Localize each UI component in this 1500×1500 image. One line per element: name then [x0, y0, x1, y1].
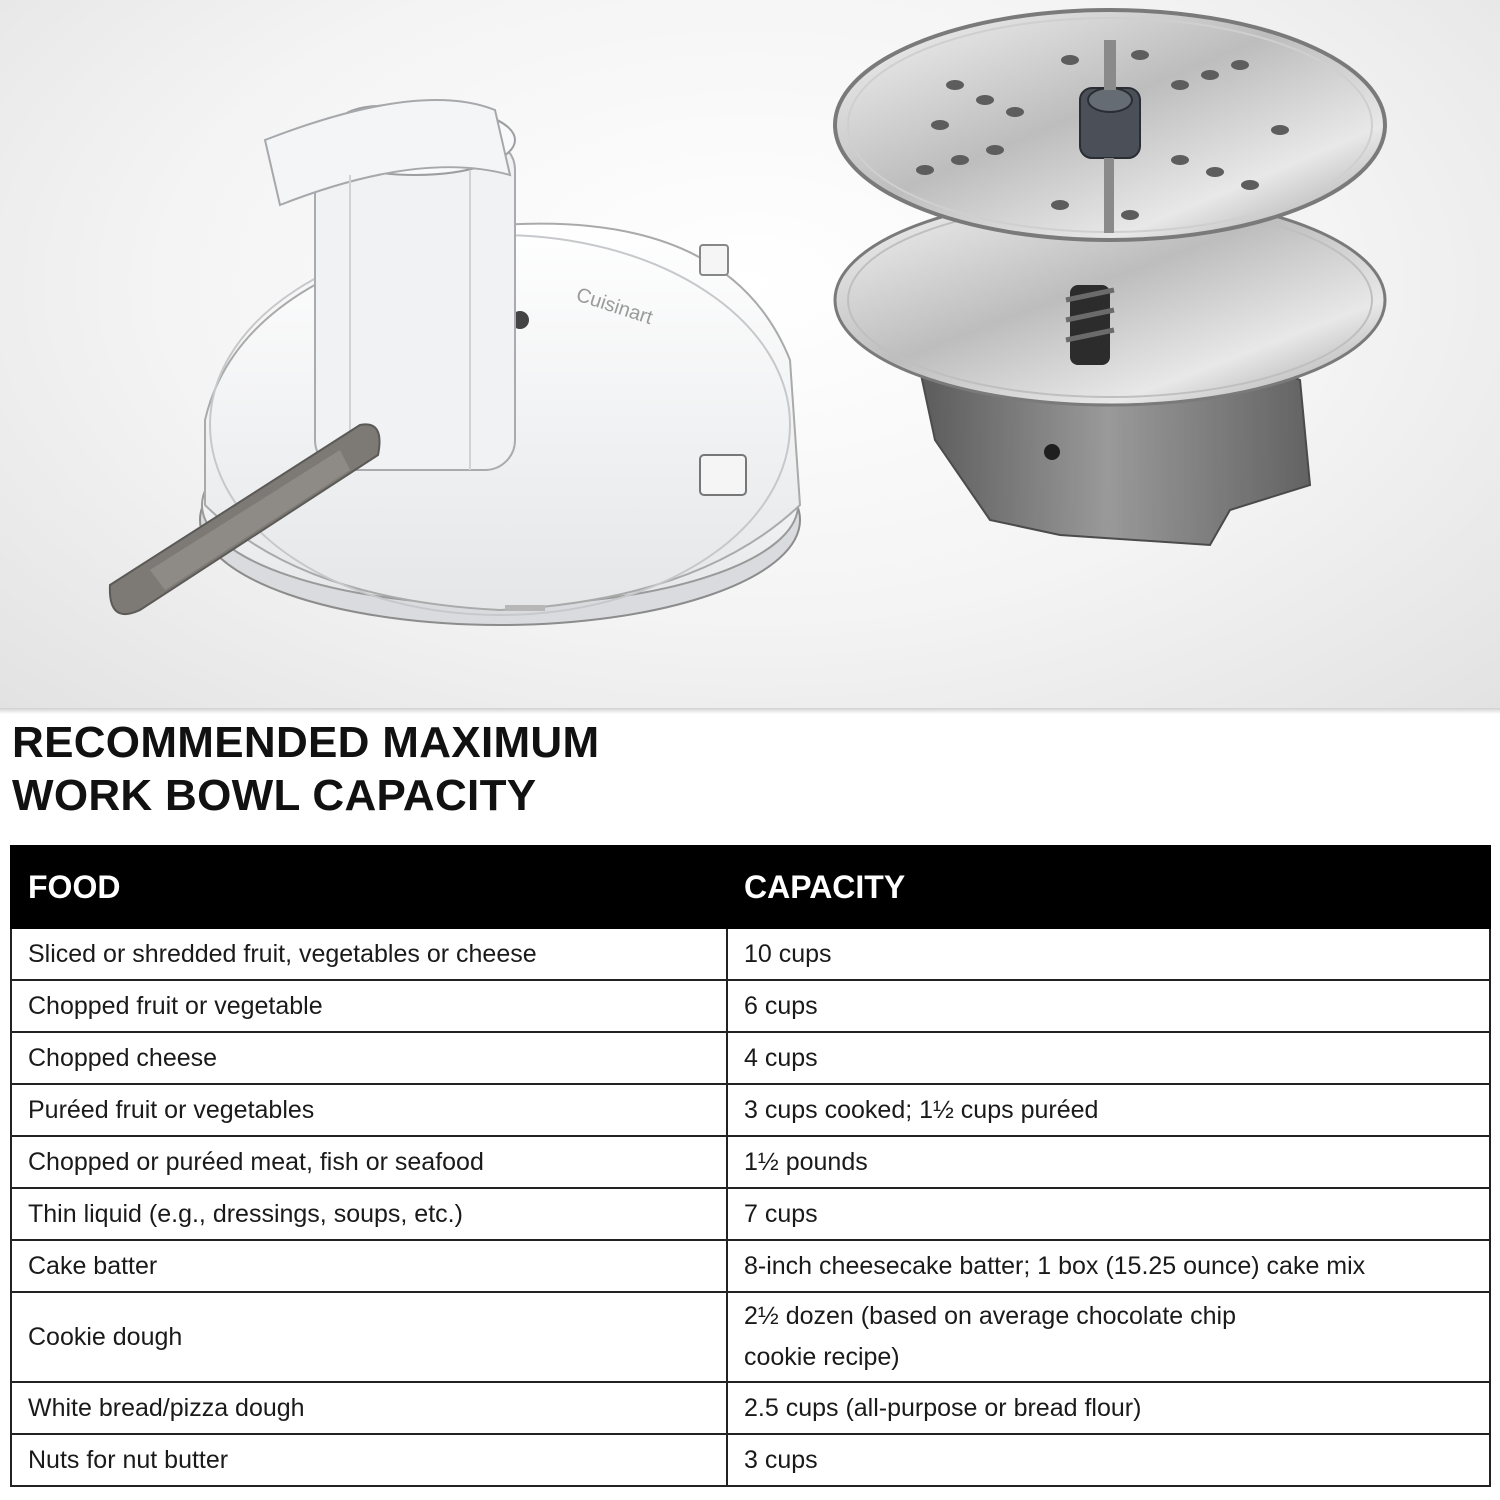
shredding-disc-assembly	[835, 10, 1385, 545]
capacity-cell: 8-inch cheesecake batter; 1 box (15.25 ounce) cake mix	[727, 1240, 1490, 1292]
table-row	[11, 1240, 1490, 1292]
table-row	[11, 1382, 1490, 1434]
product-illustration	[0, 0, 1500, 712]
header-capacity: CAPACITY	[727, 846, 1490, 928]
title-line-1: RECOMMENDED MAXIMUM	[12, 718, 600, 767]
product-photo	[0, 0, 1500, 712]
food-cell: Chopped or puréed meat, fish or seafood	[11, 1136, 727, 1188]
photo-divider	[0, 708, 1500, 714]
food-cell: White bread/pizza dough	[11, 1382, 727, 1434]
capacity-table	[10, 845, 1491, 1487]
capacity-cell: 1½ pounds	[727, 1136, 1490, 1188]
page-title	[12, 716, 599, 822]
table-row	[11, 1136, 1490, 1188]
food-processor-lid	[110, 100, 800, 625]
food-cell: Chopped fruit or vegetable	[11, 980, 727, 1032]
capacity-cell: 6 cups	[727, 980, 1490, 1032]
food-cell: Sliced or shredded fruit, vegetables or cheese	[11, 928, 727, 980]
food-cell: Puréed fruit or vegetables	[11, 1084, 727, 1136]
table-header-row	[11, 846, 1490, 928]
food-cell: Chopped cheese	[11, 1032, 727, 1084]
lid-brand-text: Cuisinart	[573, 283, 656, 330]
capacity-cell: 4 cups	[727, 1032, 1490, 1084]
table-row	[11, 1434, 1490, 1486]
table-row	[11, 1084, 1490, 1136]
food-cell: Cookie dough	[11, 1292, 727, 1382]
table-row	[11, 980, 1490, 1032]
capacity-cell: 10 cups	[727, 928, 1490, 980]
food-cell: Thin liquid (e.g., dressings, soups, etc.)	[11, 1188, 727, 1240]
capacity-cell: 7 cups	[727, 1188, 1490, 1240]
capacity-cell: 2½ dozen (based on average chocolate chip cookie recipe)	[727, 1292, 1490, 1382]
capacity-cell: 3 cups	[727, 1434, 1490, 1486]
table-row	[11, 1032, 1490, 1084]
capacity-cell: 3 cups cooked; 1½ cups puréed	[727, 1084, 1490, 1136]
table-row	[11, 1292, 1490, 1382]
table-row	[11, 1188, 1490, 1240]
table-row	[11, 928, 1490, 980]
header-food: FOOD	[11, 846, 727, 928]
food-cell: Nuts for nut butter	[11, 1434, 727, 1486]
food-cell: Cake batter	[11, 1240, 727, 1292]
title-line-2: WORK BOWL CAPACITY	[12, 771, 537, 820]
capacity-cell: 2.5 cups (all-purpose or bread flour)	[727, 1382, 1490, 1434]
